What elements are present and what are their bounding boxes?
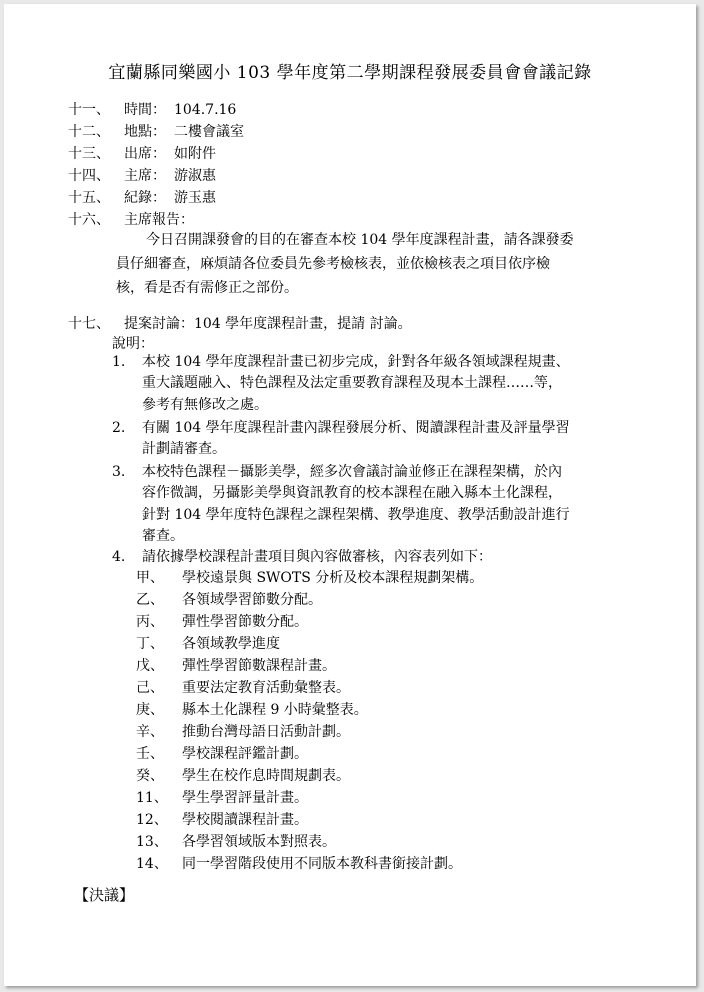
explanation-item [112,547,636,568]
explanation-line: 重大議題融入、特色課程及法定重要教育課程及現本土課程……等， [142,375,562,392]
item-label: 主席報告： [124,212,194,228]
explanation-line: 針對 104 學年度特色課程之課程架構、教學進度、教學活動設計進行 [142,506,570,523]
checklist-item [136,568,483,588]
checklist-item [136,766,350,786]
checklist-text: 彈性學習節數分配。 [182,614,308,630]
checklist-item [136,678,350,698]
item-chair-report [68,210,202,230]
explanation-line: 本校特色課程－攝影美學，經多次會議討論並修正在課程架構，於內 [142,464,562,480]
checklist-text: 同一學習階段使用不同版本教科書銜接計劃。 [182,856,462,872]
item-number: 十四、 [68,168,110,184]
item-attendance [68,144,216,164]
checklist-text: 各學習領域版本對照表。 [182,834,336,850]
checklist-text: 學生學習評量計畫。 [182,790,308,806]
item-time [68,100,236,120]
explanation-line: 請依據學校課程計畫項目與內容做審核，內容表列如下： [142,549,492,565]
checklist-text: 各領域學習節數分配。 [182,592,322,608]
checklist-number: 13、 [136,834,168,850]
item-value: 如附件 [174,146,216,162]
checklist-item [136,722,350,742]
checklist-text: 學校遠景與 SWOTS 分析及校本課程規劃架構。 [182,570,484,586]
checklist-number: 戊、 [136,658,164,674]
item-label: 主席： [124,168,166,184]
checklist-number: 甲、 [136,570,164,586]
checklist-item [136,590,322,610]
checklist-item [136,700,368,720]
explanation-line: 容作微調，另攝影美學與資訊教育的校本課程在融入縣本土化課程， [142,485,562,502]
item-label: 紀錄： [124,190,166,206]
checklist-number: 乙、 [136,592,164,608]
item-number: 十三、 [68,146,110,162]
checklist-text: 學生在校作息時間規劃表。 [182,768,350,784]
checklist-item [136,832,336,852]
checklist-item [136,810,308,830]
explanation-number: 2. [112,420,126,436]
explanation-line: 本校 104 學年度課程計畫已初步完成，針對各年級各領域課程規畫、 [142,354,570,370]
explanation-item [112,462,636,547]
item-number: 十七、 [68,316,110,332]
item-value: 二樓會議室 [174,124,244,140]
report-line: 員仔細審查，麻煩請各位委員先參考檢核表，並依檢核表之項目依序檢 [116,256,550,272]
item-label: 地點： [124,124,166,140]
checklist-number: 11、 [136,790,168,806]
explanation-item [112,418,636,461]
checklist-number: 丁、 [136,636,164,652]
checklist-text: 重要法定教育活動彙整表。 [182,680,350,696]
checklist-item [136,744,308,764]
item-value: 104.7.16 [174,102,237,118]
report-line: 今日召開課發會的目的在審查本校 104 學年度課程計畫，請各課發委 [146,232,574,248]
document-page [4,4,696,986]
checklist-text: 縣本土化課程 9 小時彙整表。 [182,702,368,718]
explanation-number: 4. [112,549,126,565]
checklist-text: 學校閱讀課程計畫。 [182,812,308,828]
item-location [68,122,244,142]
checklist-number: 己、 [136,680,164,696]
explanation-item [112,352,636,416]
item-value: 游玉惠 [174,190,216,206]
proposal-label: 提案討論：104 學年度課程計畫，提請 討論。 [124,316,412,332]
checklist-item [136,612,308,632]
checklist-number: 丙、 [136,614,164,630]
explanation-line: 有關 104 學年度課程計畫內課程發展分析、閱讀課程計畫及評量學習 [142,420,570,436]
item-number: 十六、 [68,212,110,228]
item-number: 十五、 [68,190,110,206]
checklist-number: 14、 [136,856,168,872]
checklist-number: 癸、 [136,768,164,784]
document-title: 宜蘭縣同樂國小 103 學年度第二學期課程發展委員會會議記錄 [108,63,592,83]
report-line: 核，看是否有需修正之部份。 [116,280,298,296]
explanation-number: 1. [112,354,126,370]
checklist-number: 辛、 [136,724,164,740]
item-value: 游淑惠 [174,168,216,184]
checklist-item [136,788,308,808]
checklist-text: 學校課程評鑑計劃。 [182,746,308,762]
explanation-line: 審查。 [142,527,184,544]
checklist-number: 壬、 [136,746,164,762]
chair-report-paragraph [116,228,638,300]
checklist-text: 各領域教學進度 [182,636,280,652]
checklist-item [136,634,280,654]
explanation-label: 說明： [112,336,154,352]
item-label: 出席： [124,146,166,162]
item-number: 十一、 [68,102,110,118]
checklist-text: 彈性學習節數課程計畫。 [182,658,336,674]
checklist-item [136,656,336,676]
explanation-number: 3. [112,464,126,480]
checklist-number: 庚、 [136,702,164,718]
checklist-number: 12、 [136,812,168,828]
explanation-line: 參考有無修改之處。 [142,396,268,413]
item-number: 十二、 [68,124,110,140]
item-proposal [68,314,412,334]
item-label: 時間： [124,102,166,118]
resolution-heading: 【決議】 [74,886,135,904]
item-chair [68,166,216,186]
item-recorder [68,188,216,208]
checklist-text: 推動台灣母語日活動計劃。 [182,724,350,740]
explanation-line: 計劃請審查。 [142,441,226,458]
checklist-item [136,854,462,874]
